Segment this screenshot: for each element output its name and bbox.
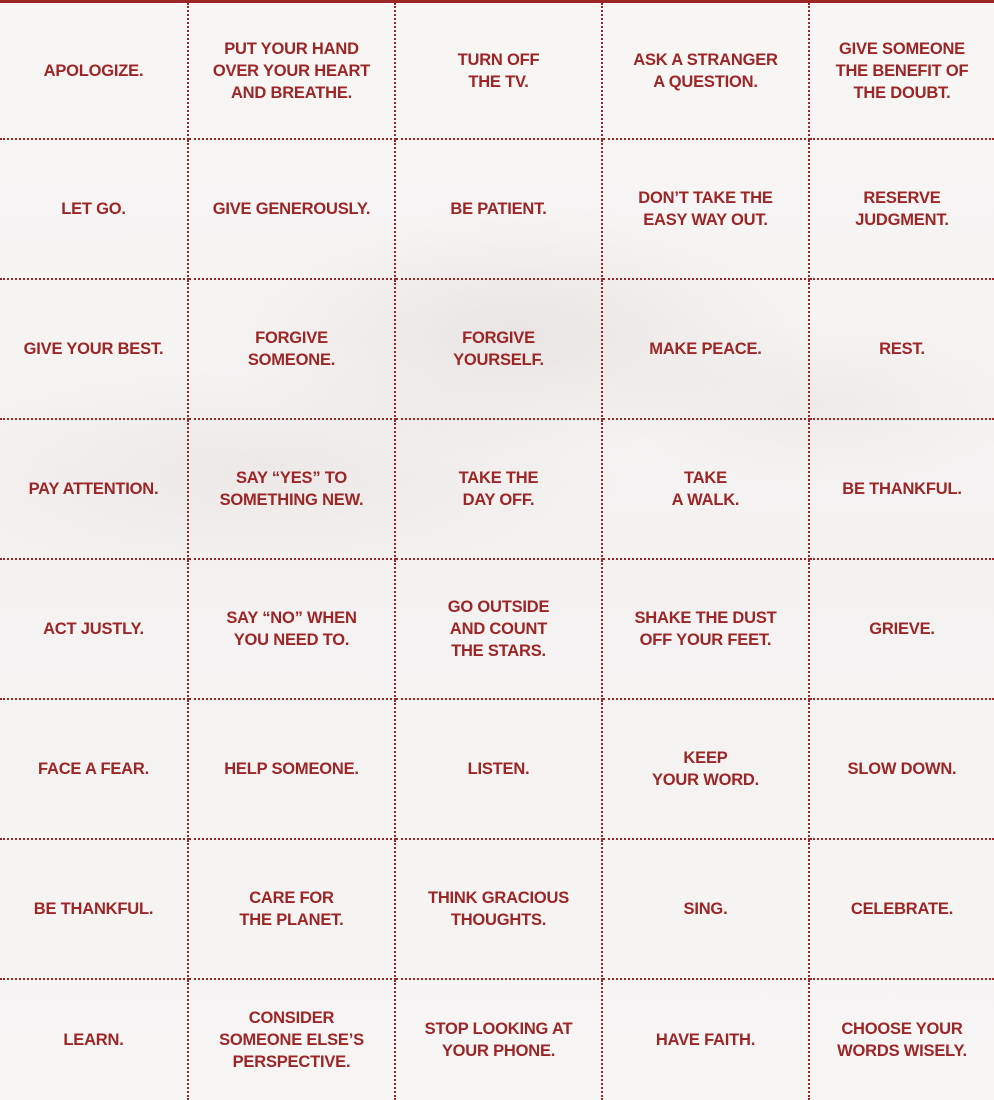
- card: [810, 560, 994, 700]
- card: [810, 980, 994, 1100]
- card: [603, 3, 810, 140]
- card-text: LET GO.: [61, 200, 126, 218]
- card: [603, 980, 810, 1100]
- card-text: SAY “YES” TO SOMETHING NEW.: [219, 469, 364, 509]
- card-grid: [0, 3, 994, 1100]
- card-text: GIVE YOUR BEST.: [23, 340, 164, 358]
- card-text: FORGIVE YOURSELF.: [453, 329, 544, 369]
- card: [189, 280, 396, 420]
- card-text: SING.: [683, 900, 728, 918]
- card-text: SLOW DOWN.: [847, 760, 957, 778]
- card-text: TURN OFF THE TV.: [457, 50, 540, 91]
- card-text: DON’T TAKE THE EASY WAY OUT.: [638, 189, 773, 229]
- card-text: CELEBRATE.: [850, 900, 954, 918]
- card: [189, 840, 396, 980]
- card: [0, 700, 189, 840]
- card: [0, 140, 189, 280]
- card: [603, 140, 810, 280]
- card-text: APOLOGIZE.: [43, 61, 144, 80]
- card-text: GIVE GENEROUSLY.: [212, 200, 371, 218]
- card-text: MAKE PEACE.: [649, 340, 762, 358]
- card: [396, 140, 603, 280]
- card-text: THINK GRACIOUS THOUGHTS.: [427, 889, 570, 929]
- card: [189, 560, 396, 700]
- card: [396, 840, 603, 980]
- card-text: CHOOSE YOUR WORDS WISELY.: [837, 1020, 967, 1060]
- card-text: PAY ATTENTION.: [28, 480, 159, 498]
- card: [396, 420, 603, 560]
- card-text: CARE FOR THE PLANET.: [239, 889, 344, 929]
- card-text: HAVE FAITH.: [655, 1031, 756, 1049]
- card: [603, 700, 810, 840]
- card-text: FACE A FEAR.: [38, 760, 149, 778]
- card: [0, 280, 189, 420]
- card-text: GO OUTSIDE AND COUNT THE STARS.: [447, 598, 550, 660]
- card: [396, 700, 603, 840]
- card: [396, 560, 603, 700]
- card-text: SAY “NO” WHEN YOU NEED TO.: [226, 609, 357, 649]
- card: [810, 280, 994, 420]
- card: [603, 560, 810, 700]
- card-text: BE THANKFUL.: [33, 900, 154, 918]
- card: [0, 560, 189, 700]
- card-text: ASK A STRANGER A QUESTION.: [633, 50, 778, 91]
- card: [810, 420, 994, 560]
- card: [189, 140, 396, 280]
- card: [810, 700, 994, 840]
- card-text: LISTEN.: [467, 760, 530, 778]
- card-text: ACT JUSTLY.: [43, 620, 144, 638]
- card: [189, 420, 396, 560]
- card-text: PUT YOUR HAND OVER YOUR HEART AND BREATHE.: [212, 39, 371, 102]
- card-text: TAKE A WALK.: [671, 469, 740, 509]
- card: [810, 3, 994, 140]
- card: [0, 3, 189, 140]
- card-text: LEARN.: [63, 1031, 124, 1049]
- card: [603, 280, 810, 420]
- card-text: CONSIDER SOMEONE ELSE’S PERSPECTIVE.: [219, 1009, 364, 1071]
- card-text: TAKE THE DAY OFF.: [458, 469, 539, 509]
- card: [189, 980, 396, 1100]
- card-text: RESERVE JUDGMENT.: [855, 189, 949, 229]
- card: [0, 420, 189, 560]
- card: [189, 700, 396, 840]
- card: [396, 280, 603, 420]
- card-text: SHAKE THE DUST OFF YOUR FEET.: [634, 609, 777, 649]
- card: [396, 3, 603, 140]
- card-text: HELP SOMEONE.: [224, 760, 359, 778]
- card-text: BE PATIENT.: [450, 200, 547, 218]
- card: [810, 140, 994, 280]
- card-text: GRIEVE.: [869, 620, 935, 638]
- card-text: FORGIVE SOMEONE.: [247, 329, 336, 369]
- card: [0, 840, 189, 980]
- card-text: BE THANKFUL.: [842, 480, 962, 498]
- card: [603, 420, 810, 560]
- card-text: GIVE SOMEONE THE BENEFIT OF THE DOUBT.: [835, 39, 969, 102]
- card-text: REST.: [879, 340, 925, 358]
- card: [0, 980, 189, 1100]
- card: [396, 980, 603, 1100]
- card-text: STOP LOOKING AT YOUR PHONE.: [424, 1020, 573, 1060]
- card: [810, 840, 994, 980]
- card: [189, 3, 396, 140]
- card-text: KEEP YOUR WORD.: [651, 749, 760, 789]
- card: [603, 840, 810, 980]
